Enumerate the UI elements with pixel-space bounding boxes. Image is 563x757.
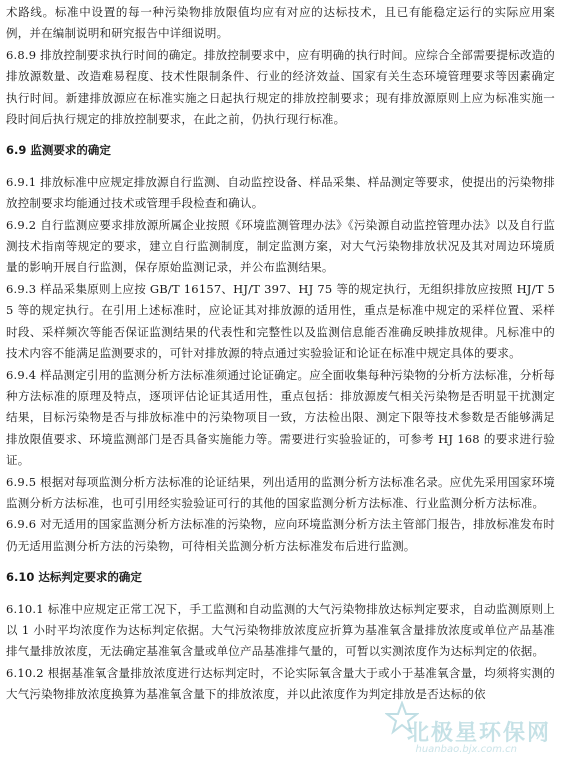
paragraph-6-9-3: 6.9.3 样品采集原则上应按 GB/T 16157、HJ/T 397、HJ 75 等的规定执行，无组织排放应按照 HJ/T 55 等的规定执行。在引用上述标准时，应论证其对排放源的适用性，重点是标准中规定的采样位置、采样时段、采样频次等能否保证监测结果的代表性和完整性以及监测信息能否准确反映排放规律。凡标准中的技术内容不能满足监测要求的，可针对排放源的特点通过实验验证和论证在标准中规定具体的要求。	[6, 281, 555, 361]
paragraph-6-9-1: 6.9.1 排放标准中应规定排放源自行监测、自动监控设备、样品采集、样品测定等要求，使提出的污染物排放控制要求均能通过技术或管理手段检查和确认。	[6, 174, 555, 211]
paragraph-6-8-9: 6.8.9 排放控制要求执行时间的确定。排放控制要求中，应有明确的执行时间。应综合全部需要提标改造的排放源数量、改造难易程度、技术性限制条件、行业的经济效益、国家有关生态环境管理要求等因素确定执行时间。新建排放源应在标准实施之日起执行规定的排放控制要求；现有排放源原则上应为标准实施一段时间后执行规定的排放控制要求，在此之前，仍执行现行标准。	[6, 47, 555, 127]
section-heading-6-10: 6.10 达标判定要求的确定	[6, 570, 142, 585]
paragraph-6-9-5: 6.9.5 根据对每项监测分析方法标准的论证结果，列出适用的监测分析方法标准名录。应优先采用国家环境监测分析方法标准，也可引用经实验验证可行的其他的国家监测分析方法标准、行业监测分析方法标准。	[6, 474, 555, 510]
paragraph-6-9-4: 6.9.4 样品测定引用的监测分析方法标准须通过论证确定。应全面收集每种污染物的分析方法标准，分析每种方法标准的原理及特点，逐项评估论证其适用性，重点包括：排放源废气相关污染物是否明显干扰测定结果，目标污染物是否与排放标准中的污染物项目一致，方法检出限、测定下限等技术参数是否能够满足排放限值要求、环境监测部门是否具备实施能力等。需要进行实验验证的，可参考 HJ 168 的要求进行验证。	[6, 367, 555, 468]
section-heading-6-9: 6.9 监测要求的确定	[6, 143, 111, 158]
paragraph-6-10-1: 6.10.1 标准中应规定正常工况下，手工监测和自动监测的大气污染物排放达标判定要求，自动监测原则上以 1 小时平均浓度作为达标判定依据。大气污染物排放浓度应折算为基准氧含量排放浓度或单位产品基准排气量排放浓度，无法确定基准氧含量或单位产品基准排气量的，可暂以实测浓度作为达标判定的依据。	[6, 601, 555, 659]
watermark-url: huanbao.bjx.com.cn	[415, 744, 517, 755]
paragraph-continuation: 术路线。标准中设置的每一种污染物排放限值均应有对应的达标技术，且已有能稳定运行的实际应用案例，并在编制说明和研究报告中详细说明。	[6, 5, 555, 41]
watermark-text: 北极星环保网	[406, 721, 551, 746]
paragraph-6-9-2: 6.9.2 自行监测应要求排放源所属企业按照《环境监测管理办法》《污染源自动监控管理办法》以及自行监测技术指南等规定的要求，建立自行监测制度，制定监测方案，对大气污染物排放状况及其对周边环境质量的影响开展自行监测，保存原始监测记录，并公布监测结果。	[6, 217, 555, 275]
paragraph-6-9-6: 6.9.6 对无适用的国家监测分析方法标准的污染物，应向环境监测分析方法主管部门报告，排放标准发布时仍无适用监测分析方法的污染物，可待相关监测分析方法标准发布后进行监测。	[6, 517, 555, 553]
paragraph-6-10-2: 6.10.2 根据基准氧含量排放浓度进行达标判定时，不论实际氧含量大于或小于基准氧含量，均须将实测的大气污染物排放浓度换算为基准氧含量下的排放浓度，并以此浓度作为判定排放是否达标的依	[6, 665, 555, 702]
